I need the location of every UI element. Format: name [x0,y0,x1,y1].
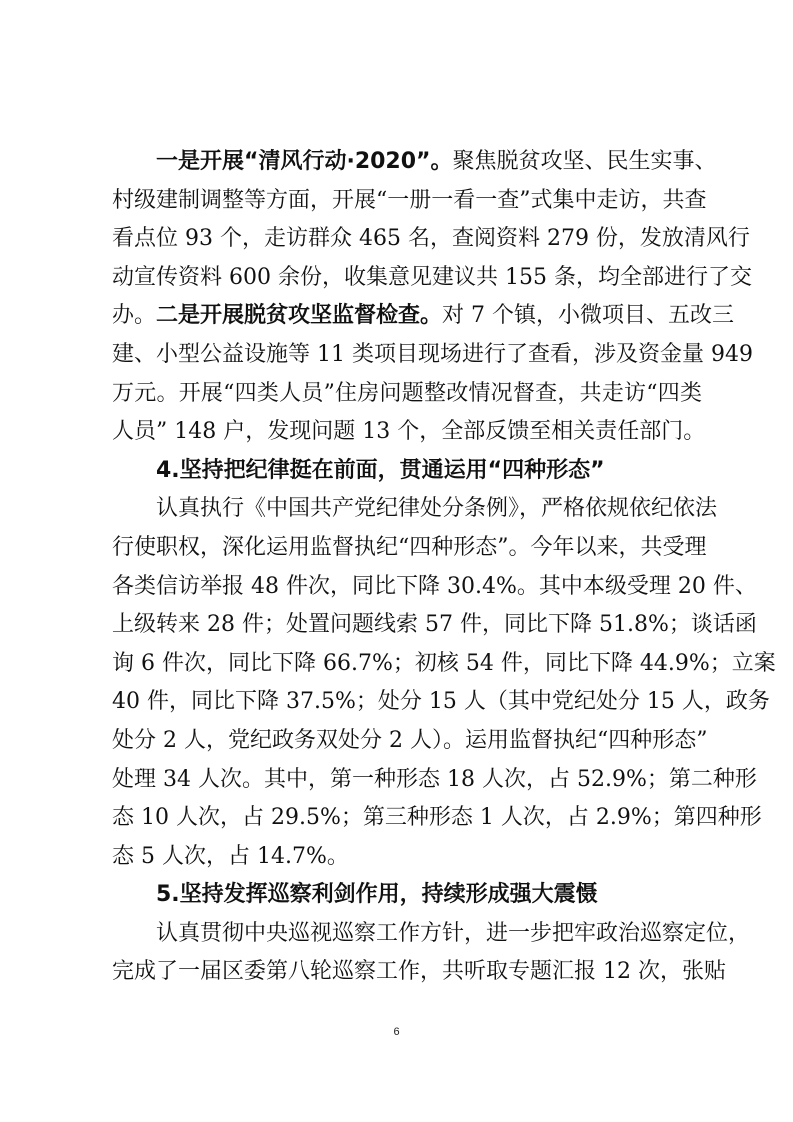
text-span: 聚焦脱贫攻坚、民生实事、 [452,149,717,174]
paragraph-discipline [112,490,776,876]
text-line: 万元。开展“四类人员”住房问题整改情况督查，共走访“四类 [112,380,702,406]
text-line: 各类信访举报 48 件次，同比下降 30.4%。其中本级受理 20 件、 [112,573,757,599]
text-span: 办。 [112,303,157,329]
text-line: 询 6 件次，同比下降 66.7%；初核 54 件，同比下降 44.9%；立案 [112,650,776,676]
bold-lead: 二是开展脱贫攻坚监督检查。 [156,303,443,329]
text-line: 态 5 人次，占 14.7%。 [112,843,349,869]
page-number: 6 [393,1026,400,1038]
text-line [112,297,735,336]
text-line: 上级转来 28 件；处置问题线索 57 件，同比下降 51.8%；谈话函 [112,612,757,638]
section-heading-5: 5.坚持发挥巡察利剑作用，持续形成强大震慑 [156,882,598,908]
text-line: 完成了一届区委第八轮巡察工作，共听取专题汇报 12 次，张贴 [112,959,726,985]
paragraph-inspection [112,915,751,992]
text-line: 看点位 93 个，走访群众 465 名，查阅资料 279 份，发放清风行 [112,226,750,252]
text-line: 40 件，同比下降 37.5%；处分 15 人（其中党纪处分 15 人，政务 [112,689,770,715]
section-heading-4: 4.坚持把纪律挺在前面，贯通运用“四种形态” [156,457,605,483]
text-line: 村级建制调整等方面，开展“一册一看一查”式集中走访，共查 [112,187,707,213]
text-line: 认真贯彻中央巡视巡察工作方针，进一步把牢政治巡察定位， [156,920,751,946]
text-line: 动宣传资料 600 余份，收集意见建议共 155 条，均全部进行了交 [112,264,752,290]
text-line: 态 10 人次，占 29.5%；第三种形态 1 人次，占 2.9%；第四种形 [112,805,762,831]
paragraph-qingfeng [112,143,753,452]
text-line: 处理 34 人次。其中，第一种形态 18 人次，占 52.9%；第二种形 [112,766,757,792]
document-body [112,143,776,992]
text-line: 人员” 148 户，发现问题 13 个，全部反馈至相关责任部门。 [112,419,706,445]
text-line: 处分 2 人，党纪政务双处分 2 人）。运用监督执纪“四种形态” [112,727,708,753]
text-span: 对 7 个镇，小微项目、五改三 [442,303,735,329]
text-line: 建、小型公益设施等 11 类项目现场进行了查看，涉及资金量 949 [112,341,753,367]
text-line [112,143,717,182]
text-line: 行使职权，深化运用监督执纪“四种形态”。今年以来，共受理 [112,534,707,560]
text-line: 认真执行《中国共产党纪律处分条例》，严格依规依纪依法 [156,496,718,522]
bold-lead: 一是开展“清风行动·2020”。 [156,149,453,174]
